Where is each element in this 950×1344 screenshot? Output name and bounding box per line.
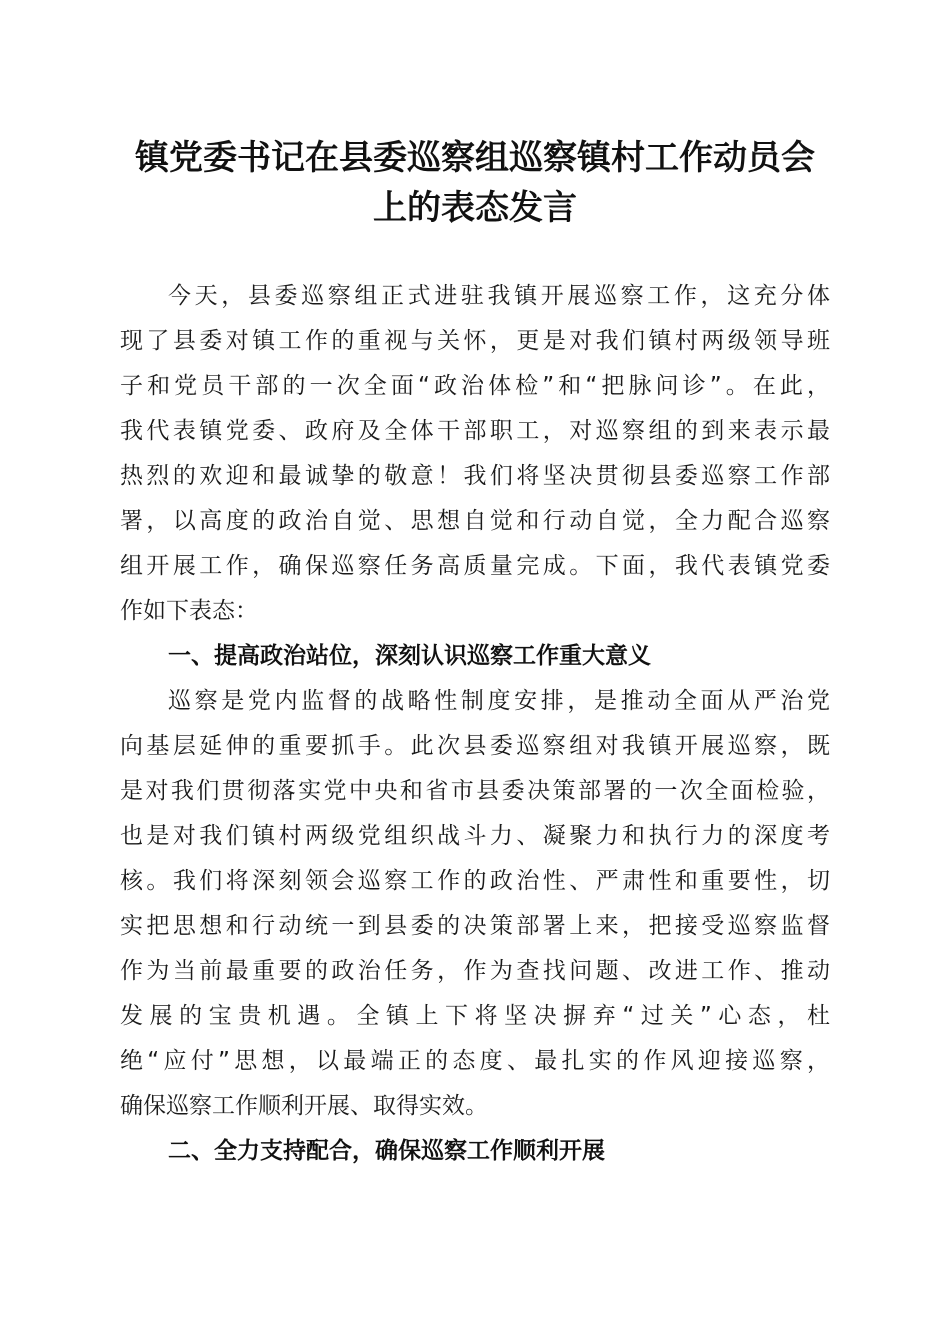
paragraph-2-line-6: 实把思想和行动统一到县委的决策部署上来，把接受巡察监督 [120, 913, 830, 939]
paragraph-1-line-7: 组开展工作，确保巡察任务高质量完成。下面，我代表镇党委 [120, 553, 830, 579]
paragraph-1-line-3: 子和党员干部的一次全面“政治体检”和“把脉问诊”。在此， [120, 373, 830, 399]
document-title-line-2: 上的表态发言 [373, 188, 577, 228]
paragraph-2-line-5: 核。我们将深刻领会巡察工作的政治性、严肃性和重要性，切 [120, 868, 830, 894]
section-heading-1: 一、提高政治站位，深刻认识巡察工作重大意义 [168, 643, 651, 669]
paragraph-2-line-1: 巡察是党内监督的战略性制度安排，是推动全面从严治党 [168, 688, 830, 714]
paragraph-1-line-2: 现了县委对镇工作的重视与关怀，更是对我们镇村两级领导班 [120, 328, 830, 354]
paragraph-2-line-10: 确保巡察工作顺利开展、取得实效。 [120, 1093, 488, 1119]
paragraph-1-line-4: 我代表镇党委、政府及全体干部职工，对巡察组的到来表示最 [120, 418, 830, 444]
paragraph-2-line-9: 绝“应付”思想，以最端正的态度、最扎实的作风迎接巡察， [120, 1048, 830, 1074]
paragraph-1-line-5: 热烈的欢迎和最诚挚的敬意！我们将坚决贯彻县委巡察工作部 [120, 463, 830, 489]
paragraph-2-line-3: 是对我们贯彻落实党中央和省市县委决策部署的一次全面检验， [120, 778, 830, 804]
paragraph-1-line-8: 作如下表态： [120, 598, 258, 624]
paragraph-2-line-2: 向基层延伸的重要抓手。此次县委巡察组对我镇开展巡察，既 [120, 733, 830, 759]
paragraph-2-line-7: 作为当前最重要的政治任务，作为查找问题、改进工作、推动 [120, 958, 830, 984]
section-heading-2: 二、全力支持配合，确保巡察工作顺利开展 [168, 1138, 605, 1164]
paragraph-2-line-8: 发展的宝贵机遇。全镇上下将坚决摒弃“过关”心态，杜 [120, 1003, 830, 1029]
paragraph-1-line-6: 署，以高度的政治自觉、思想自觉和行动自觉，全力配合巡察 [120, 508, 830, 534]
paragraph-1-line-1: 今天，县委巡察组正式进驻我镇开展巡察工作，这充分体 [168, 283, 830, 309]
document-title-line-1: 镇党委书记在县委巡察组巡察镇村工作动员会 [135, 138, 815, 178]
paragraph-2-line-4: 也是对我们镇村两级党组织战斗力、凝聚力和执行力的深度考 [120, 823, 830, 849]
